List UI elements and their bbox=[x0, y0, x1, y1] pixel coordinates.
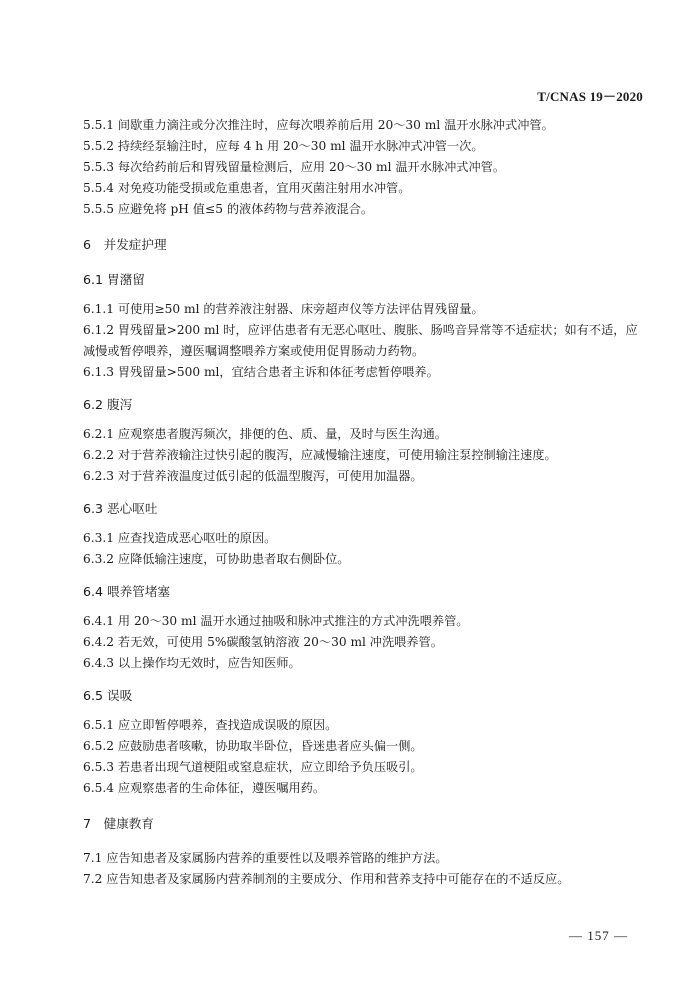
clause-5-5-1: 5.5.1 间歇重力滴注或分次推注时，应每次喂养前后用 20～30 ml 温开水脉冲式冲管。 bbox=[83, 118, 554, 132]
clause-5-5-4: 5.5.4 对免疫功能受损或危重患者，宜用灭菌注射用水冲管。 bbox=[83, 181, 411, 195]
section-6-2-heading: 6.2 腹泻 bbox=[83, 397, 133, 412]
clause-6-2-1: 6.2.1 应观察患者腹泻频次，排便的色、质、量，及时与医生沟通。 bbox=[83, 427, 447, 441]
page-number: — 157 — bbox=[569, 928, 628, 943]
standard-number: T/CNAS 19－2020 bbox=[537, 89, 643, 104]
clause-6-4-2: 6.4.2 若无效，可使用 5%碳酸氢钠溶液 20～30 ml 冲洗喂养管。 bbox=[83, 635, 443, 649]
section-6-5-heading: 6.5 误吸 bbox=[83, 688, 133, 703]
clause-6-4-3: 6.4.3 以上操作均无效时，应告知医师。 bbox=[83, 656, 301, 670]
clause-6-5-4: 6.5.4 应观察患者的生命体征，遵医嘱用药。 bbox=[83, 781, 326, 795]
clause-6-5-1: 6.5.1 应立即暂停喂养，查找造成误吸的原因。 bbox=[83, 718, 338, 732]
clause-6-4-1: 6.4.1 用 20～30 ml 温开水通过抽吸和脉冲式推注的方式冲洗喂养管。 bbox=[83, 614, 469, 628]
section-7-heading: 7 健康教育 bbox=[83, 816, 154, 831]
clause-5-5-3: 5.5.3 每次给药前后和胃残留量检测后，应用 20～30 ml 温开水脉冲式冲管。 bbox=[83, 160, 506, 174]
section-6-1-heading: 6.1 胃潴留 bbox=[83, 272, 145, 287]
clause-5-5-2: 5.5.2 持续经泵输注时，应每 4 h 用 20～30 ml 温开水脉冲式冲管一次。 bbox=[83, 139, 484, 153]
section-6-4-heading: 6.4 喂养管堵塞 bbox=[83, 584, 171, 599]
clause-6-5-3: 6.5.3 若患者出现气道梗阻或窒息症状，应立即给予负压吸引。 bbox=[83, 760, 423, 774]
clause-6-2-2: 6.2.2 对于营养液输注过快引起的腹泻，应减慢输注速度，可使用输注泵控制输注速度。 bbox=[83, 448, 557, 462]
document-body bbox=[83, 115, 643, 890]
clause-6-2-3: 6.2.3 对于营养液温度过低引起的低温型腹泻，可使用加温器。 bbox=[83, 469, 423, 483]
clause-6-5-2: 6.5.2 应鼓励患者咳嗽，协助取半卧位，昏迷患者应头偏一侧。 bbox=[83, 739, 423, 753]
clause-7-2: 7.2 应告知患者及家属肠内营养制剂的主要成分、作用和营养支持中可能存在的不适反应。 bbox=[83, 872, 570, 886]
clause-6-1-1: 6.1.1 可使用≥50 ml 的营养液注射器、床旁超声仪等方法评估胃残留量。 bbox=[83, 302, 484, 316]
section-6-heading: 6 并发症护理 bbox=[83, 237, 167, 252]
clause-7-1: 7.1 应告知患者及家属肠内营养的重要性以及喂养管路的维护方法。 bbox=[83, 851, 448, 865]
clause-6-1-3: 6.1.3 胃残留量>500 ml，宜结合患者主诉和体征考虑暂停喂养。 bbox=[83, 365, 439, 379]
clause-6-3-1: 6.3.1 应查找造成恶心呕吐的原因。 bbox=[83, 531, 277, 545]
clause-6-1-2: 6.1.2 胃残留量>200 ml 时，应评估患者有无恶心呕吐、腹胀、肠鸣音异常等不适症状；如有不适，应减慢或暂停喂养，遵医嘱调整喂养方案或使用促胃肠动力药物。 bbox=[83, 323, 638, 358]
clause-6-3-2: 6.3.2 应降低输注速度，可协助患者取右侧卧位。 bbox=[83, 552, 350, 566]
section-6-3-heading: 6.3 恶心呕吐 bbox=[83, 501, 158, 516]
clause-5-5-5: 5.5.5 应避免将 pH 值≤5 的液体药物与营养液混合。 bbox=[83, 202, 374, 216]
